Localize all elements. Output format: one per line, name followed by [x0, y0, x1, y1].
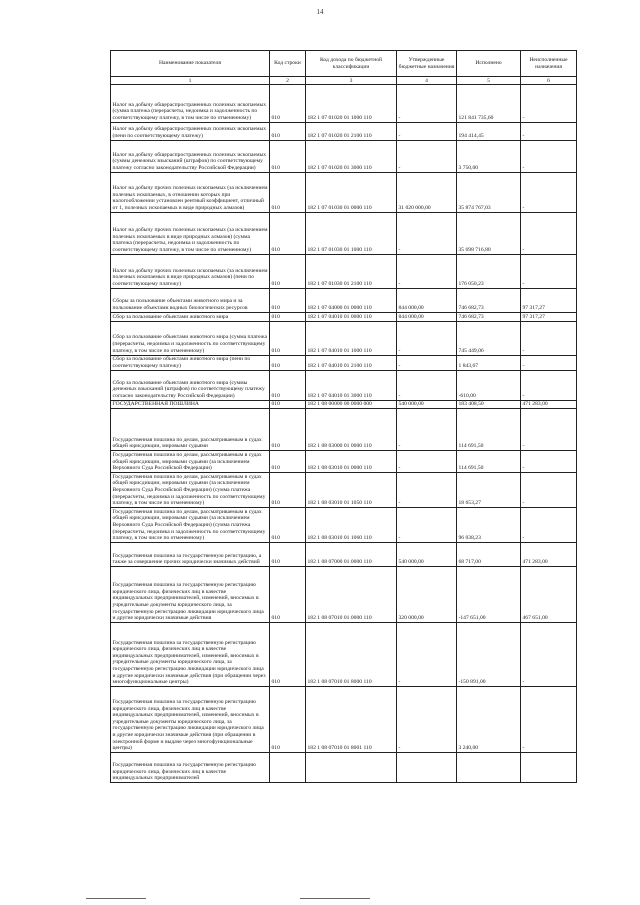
cell-income-code: 182 1 07 04010 01 0000 110	[306, 313, 397, 322]
column-number: 2	[270, 77, 306, 85]
cell-income-code: 182 1 07 01030 01 2100 110	[306, 255, 397, 289]
table-row	[111, 173, 577, 213]
cell-indicator-name: Государственная пошлина за государственную регистрацию юридического лица, физических лиц в качестве индивидуальных предпринимателей, изменений, вносимых в учредительные документы юридического лица, за государственную регистрацию ликвидации юридического лица и другие юридически значимые действия (при обращении через многофункциональные центры)	[111, 623, 270, 687]
cell-unexecuted: -	[521, 85, 577, 123]
cell-income-code: 182 1 08 07010 01 8001 110	[306, 687, 397, 753]
cell-approved: -	[397, 321, 457, 355]
cell-indicator-name: Государственная пошлина за государственную регистрацию юридического лица, физических лиц в качестве индивидуальных предпринимателей, изменений, вносимых в учредительные документы юридического лица, за государственную регистрацию ликвидации юридического лица и другие юридически значимые действия (при обращении в электронной форме и выдаче через многофункциональные центры)	[111, 687, 270, 753]
cell-indicator-name: Государственная пошлина по делам, рассматриваемым в судах общей юрисдикции, мировыми судьями (за исключением Верховного Суда Российской Федерации) (сумма платежа (перерасчеты, недоимка и задолженность по соответствующему платежу, в том числе по отмененному)	[111, 508, 270, 543]
cell-income-code: 182 1 07 01020 01 1000 110	[306, 85, 397, 123]
cell-indicator-name: ГОСУДАРСТВЕННАЯ ПОШЛИНА	[111, 400, 270, 409]
cell-unexecuted: -	[521, 255, 577, 289]
cell-income-code: 182 1 08 03010 01 1060 110	[306, 508, 397, 543]
cell-executed: 746 682,73	[457, 289, 521, 313]
page-number: 14	[316, 8, 324, 16]
cell-executed: 183 408,50	[457, 400, 521, 409]
cell-executed: -610,00	[457, 370, 521, 400]
header-unexecuted: Неисполненные назначения	[521, 51, 577, 77]
cell-approved: 320 000,00	[397, 567, 457, 623]
cell-line-code: 010	[270, 355, 306, 370]
table-row	[111, 141, 577, 173]
table-row	[111, 355, 577, 370]
header-approved: Утвержденные бюджетные назначения	[397, 51, 457, 77]
cell-executed: 3 240,00	[457, 687, 521, 753]
cell-executed: 18 653,27	[457, 473, 521, 508]
cell-approved: -	[397, 370, 457, 400]
cell-approved: -	[397, 409, 457, 451]
scan-line	[300, 898, 370, 899]
cell-unexecuted: 97 317,27	[521, 313, 577, 322]
cell-income-code: 182 1 08 07010 01 0000 110	[306, 567, 397, 623]
cell-unexecuted: -	[521, 687, 577, 753]
table-row	[111, 451, 577, 473]
header-executed: Исполнено	[457, 51, 521, 77]
cell-executed: 68 717,00	[457, 543, 521, 567]
cell-indicator-name: Налог на добычу общераспространенных полезных ископаемых (суммы денежных взысканий (штрафов) по соответствующему платежу согласно законодательству Российской Федерации)	[111, 141, 270, 173]
cell-unexecuted: -	[521, 321, 577, 355]
cell-unexecuted: -	[521, 141, 577, 173]
cell-income-code: 182 1 08 00000 00 0000 000	[306, 400, 397, 409]
cell-unexecuted: -	[521, 508, 577, 543]
cell-approved: -	[397, 141, 457, 173]
column-number: 3	[306, 77, 397, 85]
cell-line-code: 010	[270, 370, 306, 400]
cell-line-code: 010	[270, 313, 306, 322]
header-income-code: Код дохода по бюджетной классификации	[306, 51, 397, 77]
cell-unexecuted	[521, 753, 577, 783]
cell-executed: 1 843,67	[457, 355, 521, 370]
table-row	[111, 123, 577, 141]
cell-approved	[397, 753, 457, 783]
cell-income-code	[306, 753, 397, 783]
cell-unexecuted: -	[521, 370, 577, 400]
cell-executed: 194 414,45	[457, 123, 521, 141]
cell-approved: -	[397, 355, 457, 370]
cell-income-code: 182 1 08 07000 01 0000 110	[306, 543, 397, 567]
cell-executed: 3 750,00	[457, 141, 521, 173]
table-row	[111, 289, 577, 313]
cell-line-code: 010	[270, 173, 306, 213]
cell-income-code: 182 1 08 03010 01 0000 110	[306, 451, 397, 473]
cell-unexecuted: -	[521, 173, 577, 213]
cell-line-code: 010	[270, 687, 306, 753]
cell-unexecuted: -	[521, 473, 577, 508]
cell-unexecuted: -	[521, 623, 577, 687]
table-row	[111, 473, 577, 508]
cell-line-code: 010	[270, 451, 306, 473]
cell-income-code: 182 1 07 01020 01 2100 110	[306, 123, 397, 141]
cell-approved: -	[397, 213, 457, 255]
cell-income-code: 182 1 08 07010 01 8000 110	[306, 623, 397, 687]
cell-income-code: 182 1 07 04010 01 1000 110	[306, 321, 397, 355]
table-row	[111, 370, 577, 400]
cell-approved: 844 000,00	[397, 289, 457, 313]
cell-line-code: 010	[270, 567, 306, 623]
cell-executed: 35 874 767,03	[457, 173, 521, 213]
cell-line-code: 010	[270, 141, 306, 173]
cell-line-code: 010	[270, 321, 306, 355]
cell-executed: 745 449,06	[457, 321, 521, 355]
cell-line-code: 010	[270, 213, 306, 255]
cell-executed: 35 698 716,80	[457, 213, 521, 255]
cell-line-code: 010	[270, 409, 306, 451]
column-number: 1	[111, 77, 270, 85]
cell-unexecuted: -	[521, 409, 577, 451]
cell-approved: -	[397, 451, 457, 473]
cell-indicator-name: Государственная пошлина за государственную регистрацию юридического лица, физических лиц в качестве индивидуальных предпринимателей, изменений, вносимых в учредительные документы юридического лица, за государственную регистрацию ликвидации юридического лица и другие юридически значимые действия	[111, 567, 270, 623]
budget-execution-table	[110, 50, 577, 783]
cell-unexecuted: 471 283,00	[521, 543, 577, 567]
table-row	[111, 85, 577, 123]
cell-indicator-name: Налог на добычу прочих полезных ископаемых (за исключением полезных ископаемых в виде природных алмазов) (сумма платежа (перерасчеты, недоимка и задолженность по соответствующему платежу, в том числе по отмененному)	[111, 213, 270, 255]
table-row	[111, 567, 577, 623]
cell-line-code: 010	[270, 623, 306, 687]
table-row	[111, 543, 577, 567]
column-number: 4	[397, 77, 457, 85]
cell-indicator-name: Сбор за пользование объектами животного мира	[111, 313, 270, 322]
cell-indicator-name: Налог на добычу общераспространенных полезных ископаемых (сумма платежа (перерасчеты, недоимка и задолженность по соответствующему платежу, в том числе по отмененному)	[111, 85, 270, 123]
table-row	[111, 321, 577, 355]
cell-approved: 540 000,00	[397, 400, 457, 409]
table-row	[111, 313, 577, 322]
cell-indicator-name: Налог на добычу общераспространенных полезных ископаемых (пени по соответствующему платежу)	[111, 123, 270, 141]
cell-line-code: 010	[270, 508, 306, 543]
cell-executed	[457, 753, 521, 783]
cell-unexecuted: 467 651,00	[521, 567, 577, 623]
cell-indicator-name: Налог на добычу прочих полезных ископаемых (за исключением полезных ископаемых, в отношении которых при налогообложении установлен рентный коэффициент, отличный от 1, полезных ископаемых в виде природных алмазов)	[111, 173, 270, 213]
cell-executed: 746 682,73	[457, 313, 521, 322]
table-row	[111, 623, 577, 687]
cell-indicator-name: Сбор за пользование объектами животного мира (сумма платежа (перерасчеты, недоимка и задолженность по соответствующему платежу, в том числе по отмененному)	[111, 321, 270, 355]
cell-line-code: 010	[270, 255, 306, 289]
cell-approved: -	[397, 687, 457, 753]
cell-unexecuted: -	[521, 213, 577, 255]
cell-executed: -147 651,00	[457, 567, 521, 623]
cell-indicator-name: Государственная пошлина за государственную регистрацию юридического лица, физических лиц в качестве индивидуальных предпринимателей	[111, 753, 270, 783]
cell-executed: 114 691,50	[457, 451, 521, 473]
cell-unexecuted: -	[521, 355, 577, 370]
cell-income-code: 182 1 07 04010 01 2100 110	[306, 355, 397, 370]
cell-executed: 96 038,23	[457, 508, 521, 543]
cell-unexecuted: 471 283,00	[521, 400, 577, 409]
cell-income-code: 182 1 07 04010 01 3000 110	[306, 370, 397, 400]
cell-income-code: 182 1 08 03010 01 1050 110	[306, 473, 397, 508]
cell-line-code: 010	[270, 289, 306, 313]
column-number: 6	[521, 77, 577, 85]
cell-executed: 121 841 735,60	[457, 85, 521, 123]
table-row	[111, 508, 577, 543]
table-row	[111, 687, 577, 753]
cell-executed: -150 891,00	[457, 623, 521, 687]
cell-indicator-name: Государственная пошлина по делам, рассматриваемым в судах общей юрисдикции, мировыми судьями (за исключением Верховного Суда Российской Федерации)	[111, 451, 270, 473]
column-number: 5	[457, 77, 521, 85]
cell-line-code: 010	[270, 85, 306, 123]
cell-unexecuted: -	[521, 123, 577, 141]
cell-approved: -	[397, 473, 457, 508]
cell-income-code: 182 1 08 03000 01 0000 110	[306, 409, 397, 451]
cell-indicator-name: Сборы за пользование объектами животного мира и за пользование объектами водных биологических ресурсов	[111, 289, 270, 313]
table-header-row	[111, 51, 577, 77]
cell-income-code: 182 1 07 04000 01 0000 110	[306, 289, 397, 313]
table-row	[111, 400, 577, 409]
cell-line-code: 010	[270, 123, 306, 141]
cell-line-code: 010	[270, 473, 306, 508]
cell-approved: 31 020 000,00	[397, 173, 457, 213]
table-row	[111, 213, 577, 255]
cell-indicator-name: Государственная пошлина по делам, рассматриваемым в судах общей юрисдикции, мировыми судьями	[111, 409, 270, 451]
cell-income-code: 182 1 07 01030 01 1000 110	[306, 213, 397, 255]
header-line-code: Код строки	[270, 51, 306, 77]
cell-executed: 176 050,23	[457, 255, 521, 289]
cell-approved: 844 000,00	[397, 313, 457, 322]
table-body	[111, 85, 577, 783]
cell-income-code: 182 1 07 01020 01 3000 110	[306, 141, 397, 173]
cell-approved: -	[397, 255, 457, 289]
cell-executed: 114 691,50	[457, 409, 521, 451]
cell-indicator-name: Государственная пошлина за государственную регистрацию, а также за совершение прочих юридически значимых действий	[111, 543, 270, 567]
cell-approved: -	[397, 85, 457, 123]
cell-line-code: 010	[270, 400, 306, 409]
scan-line	[86, 898, 146, 899]
cell-line-code	[270, 753, 306, 783]
cell-approved: -	[397, 508, 457, 543]
cell-approved: -	[397, 623, 457, 687]
cell-indicator-name: Государственная пошлина по делам, рассматриваемым в судах общей юрисдикции, мировыми судьями (за исключением Верховного Суда Российской Федерации) (сумма платежа (перерасчеты, недоимка и задолженность по соответствующему платежу, в том числе по отмененному)	[111, 473, 270, 508]
table-row	[111, 409, 577, 451]
cell-indicator-name: Налог на добычу прочих полезных ископаемых (за исключением полезных ископаемых в виде природных алмазов) (пени по соответствующему платежу)	[111, 255, 270, 289]
cell-indicator-name: Сбор за пользование объектами животного мира (суммы денежных взысканий (штрафов) по соответствующему платежу согласно законодательству Российской Федерации)	[111, 370, 270, 400]
cell-approved: 540 000,00	[397, 543, 457, 567]
table-row	[111, 753, 577, 783]
header-indicator-name: Наименование показателя	[111, 51, 270, 77]
cell-unexecuted: 97 317,27	[521, 289, 577, 313]
cell-line-code: 010	[270, 543, 306, 567]
cell-unexecuted: -	[521, 451, 577, 473]
cell-income-code: 182 1 07 01030 01 0000 110	[306, 173, 397, 213]
cell-approved: -	[397, 123, 457, 141]
table-row	[111, 255, 577, 289]
cell-indicator-name: Сбор за пользование объектами животного мира (пени по соответствующему платежу)	[111, 355, 270, 370]
column-number-row	[111, 77, 577, 85]
